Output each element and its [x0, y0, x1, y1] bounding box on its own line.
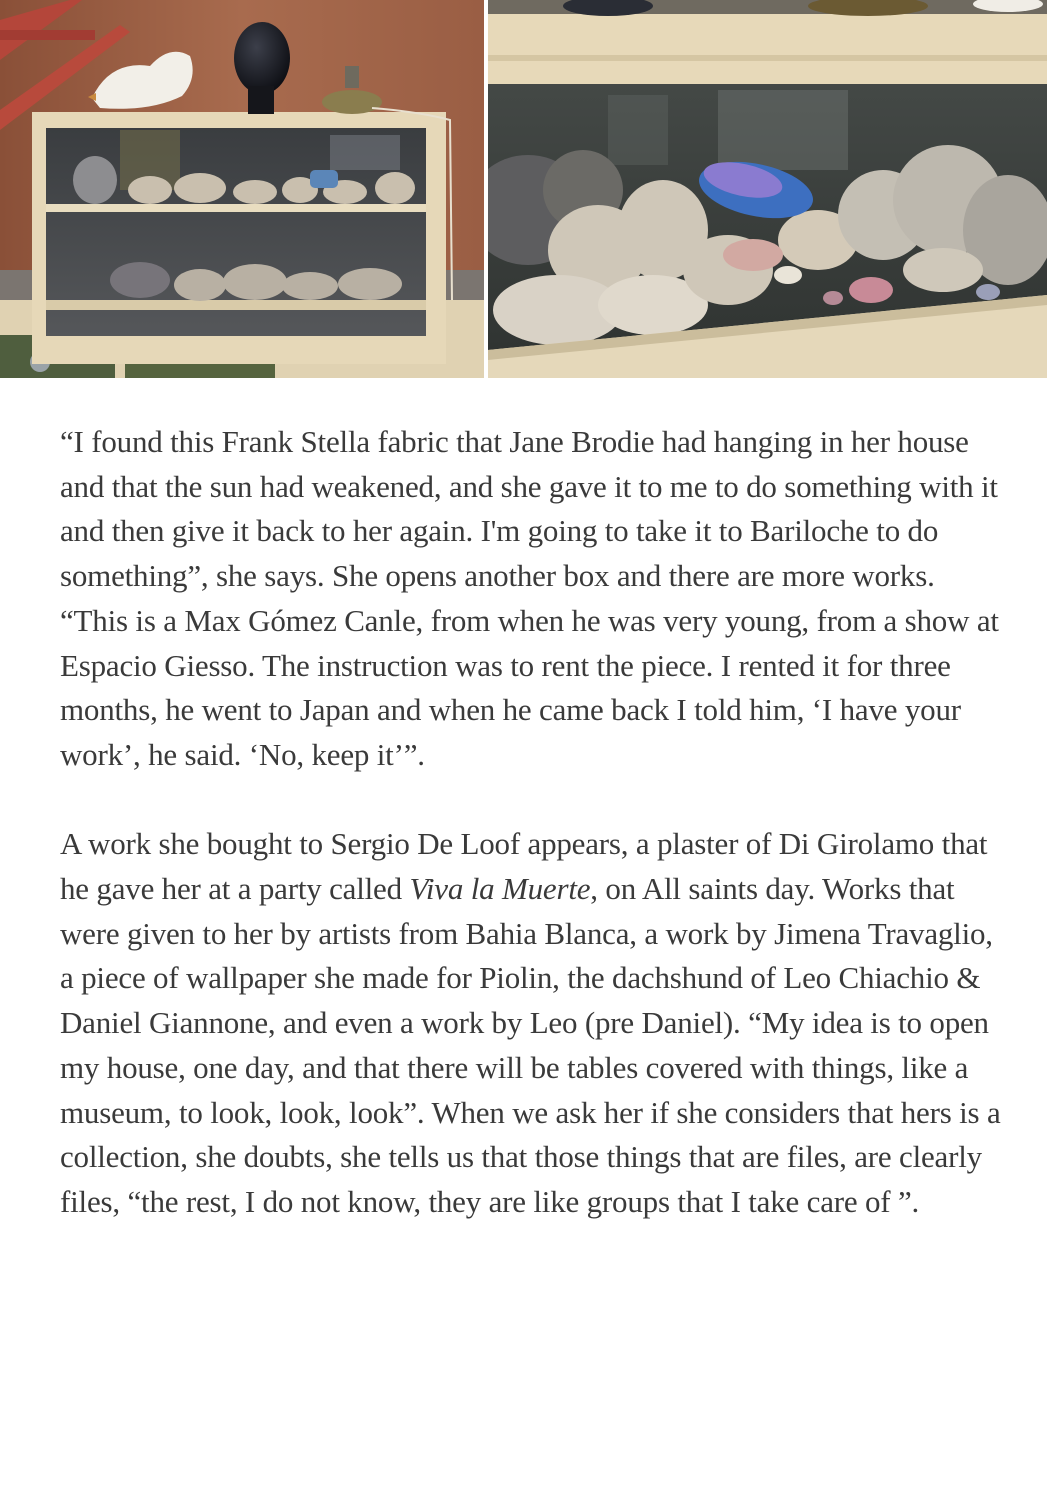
article-paragraph-2 [60, 822, 1010, 1224]
photo-cabinet-overview [0, 0, 484, 378]
cabinet-overview-illustration [0, 0, 484, 378]
paragraph-2-text-start: A work she bought to Sergio De Loof appears, a plaster of Di Girolamo that he gave her at a party called [60, 826, 988, 907]
article-paragraph-1: “I found this Frank Stella fabric that Jane Brodie had hanging in her house and that the sun had weakened, and she gave it to me to do something with it and then give it back to her again. I'm going to take it to Bariloche to do something”, she says. She opens another box and there are more works. “This is a Max Gómez Canle, from when he was very young, from a show at Espacio Giesso. The instruction was to rent the piece. I rented it for three months, he went to Japan and when he came back I told him, ‘I have your work’, he said. ‘No, keep it’”. [60, 424, 999, 772]
article-body [60, 420, 1010, 1225]
party-name-italic: Viva la Muerte [409, 871, 591, 907]
photo-coral-closeup [488, 0, 1047, 378]
paragraph-2-text-end: , on All saints day. Works that were given to her by artists from Bahia Blanca, a work by Jimena Travaglio, a piece of wallpaper she made for Piolin, the dachshund of Leo Chiachio & Daniel Giannone, and even a work by Leo (pre Daniel). “My idea is to open my house, one day, and that there will be tables covered with things, like a museum, to look, look, look”. When we ask her if she considers that hers is a collection, she doubts, she tells us that those things that are files, are clearly files, “the rest, I do not know, they are like groups that I take care of ”. [60, 871, 1001, 1219]
coral-closeup-illustration [488, 0, 1047, 378]
photo-strip [0, 0, 1047, 378]
